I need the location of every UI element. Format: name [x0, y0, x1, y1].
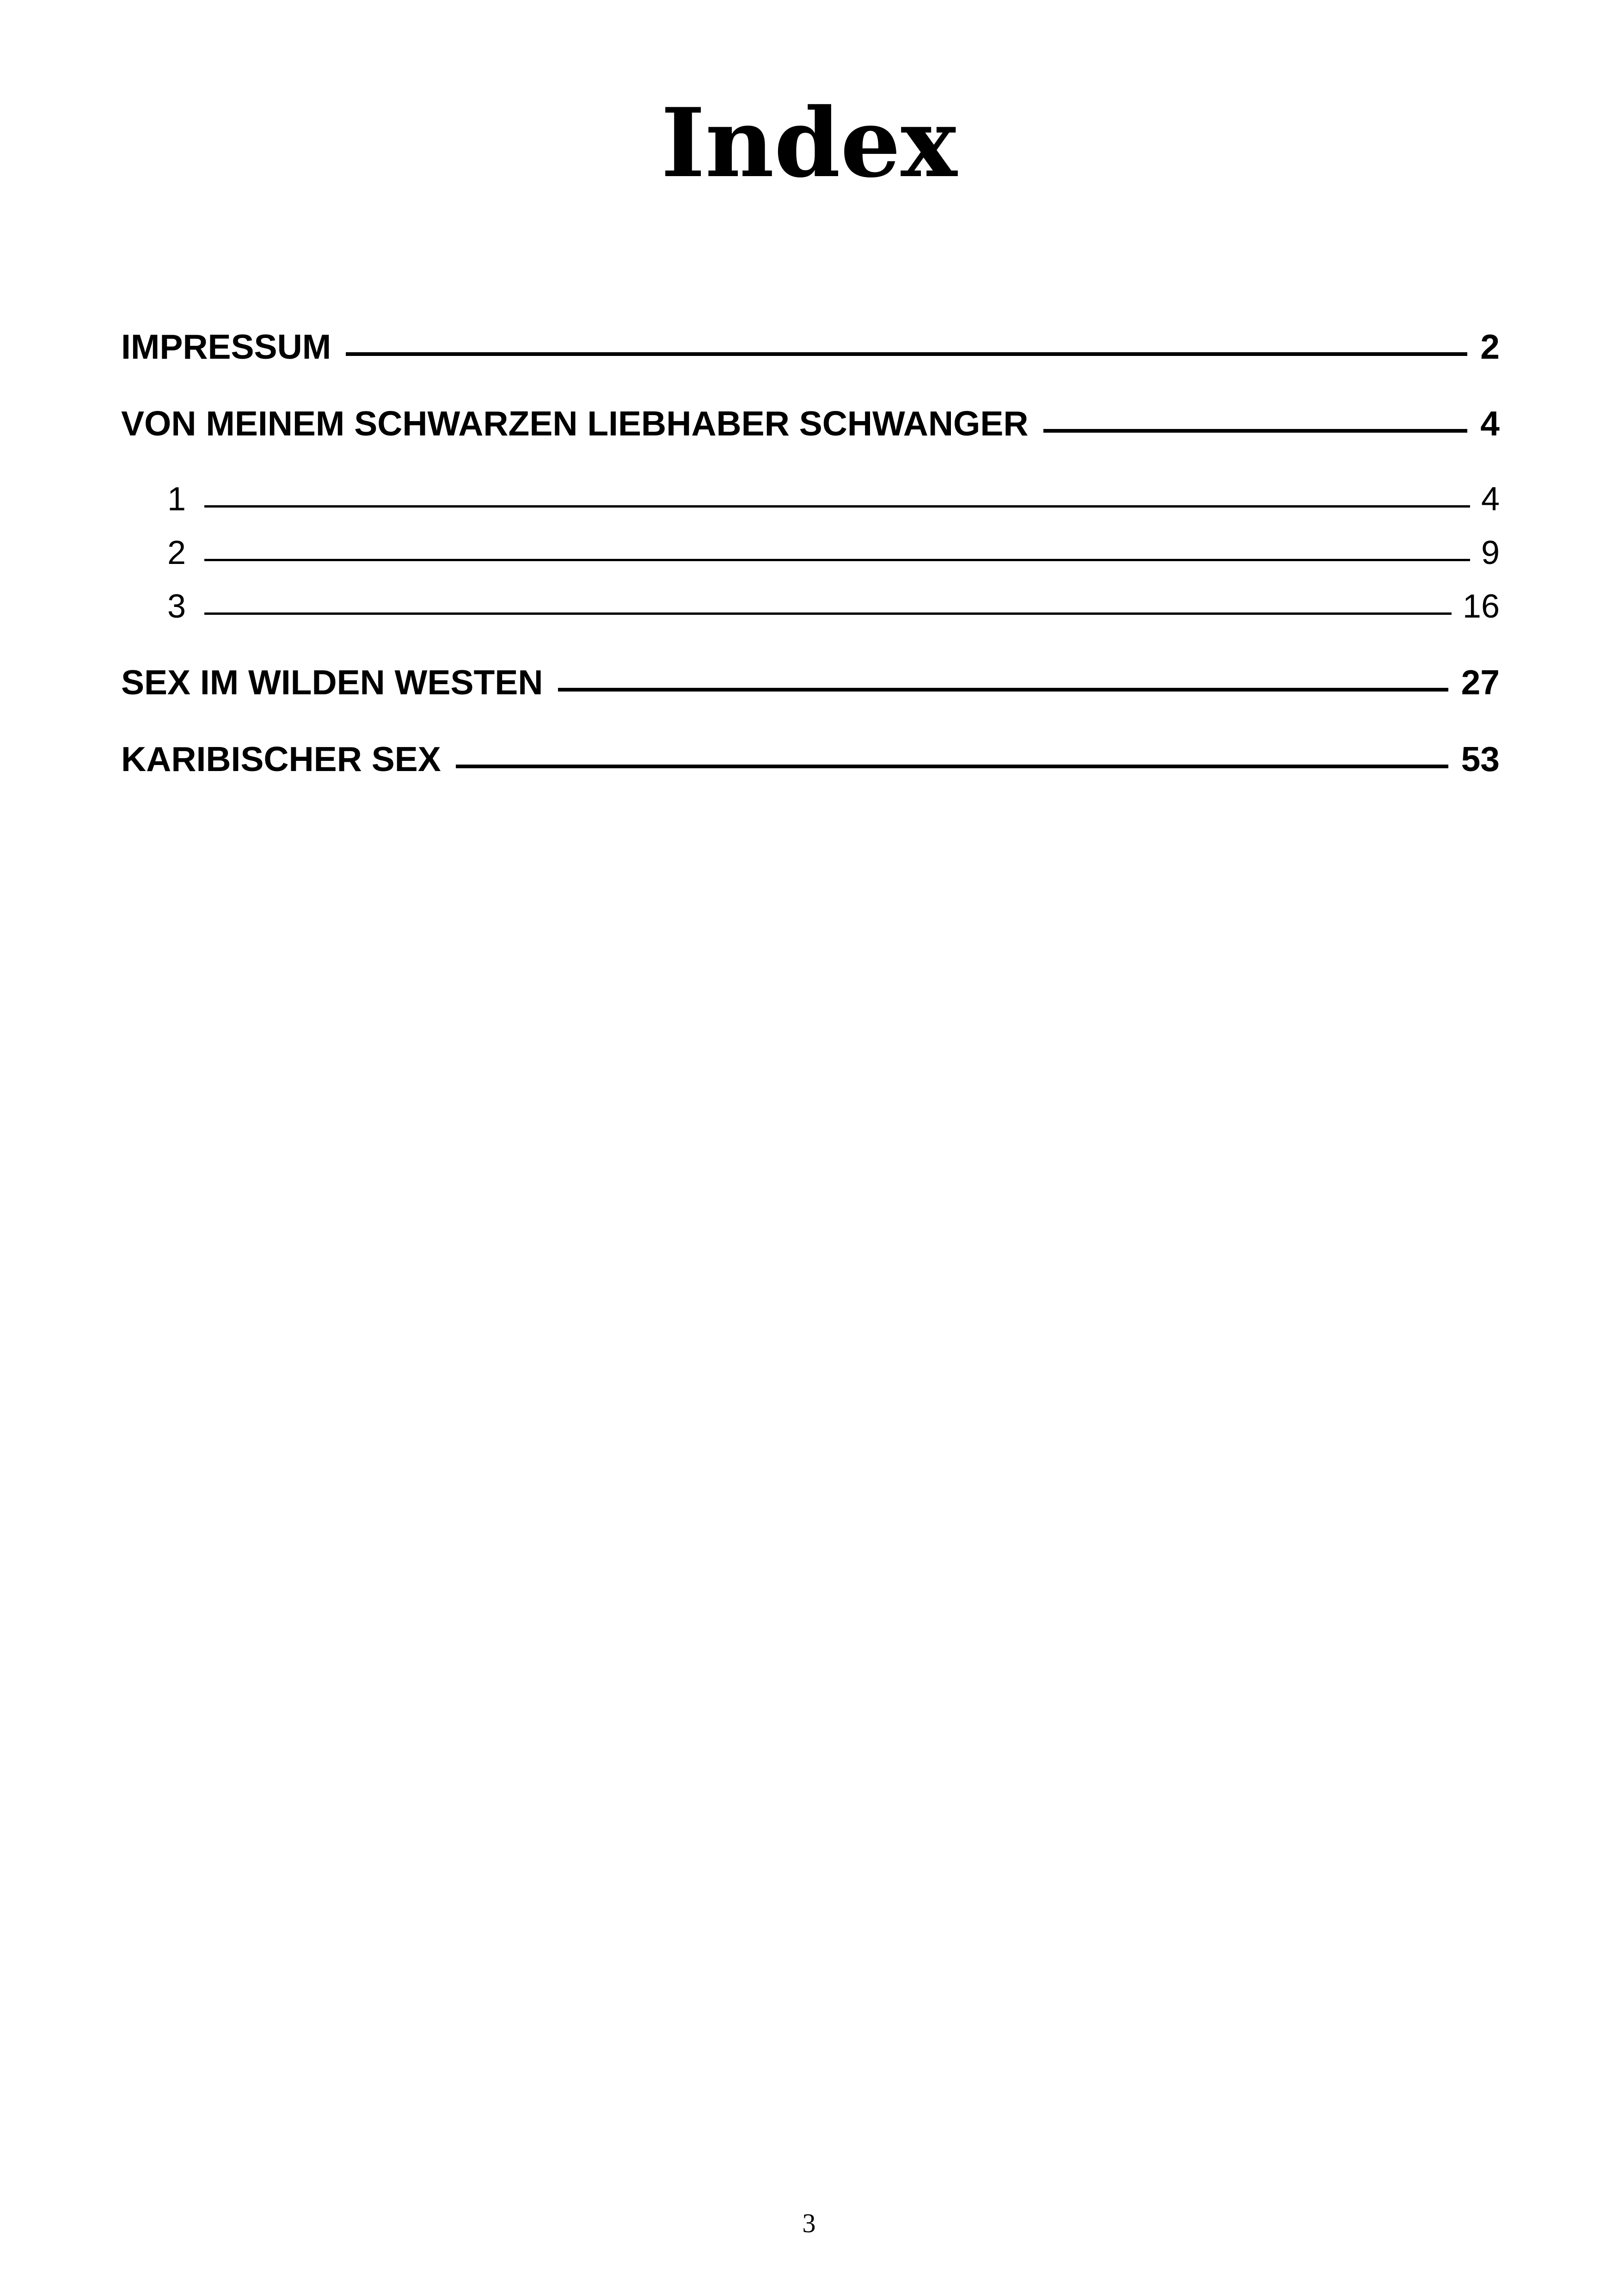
- toc-leader-line: [346, 352, 1467, 356]
- toc-entry-label: 2: [167, 534, 186, 571]
- toc-leader-line: [204, 559, 1470, 561]
- page-number: 3: [802, 2208, 816, 2238]
- toc-entry-page: 16: [1462, 588, 1500, 625]
- toc-entry-von-meinem-schwarzen-liebhaber-schwanger[interactable]: [121, 400, 1500, 447]
- toc-entry-label: KARIBISCHER SEX: [121, 740, 441, 778]
- toc-entry-page: 4: [1480, 404, 1500, 443]
- toc-entry-impressum[interactable]: [121, 324, 1500, 370]
- toc-entry-label: 1: [167, 481, 186, 518]
- toc-entry-label: IMPRESSUM: [121, 327, 331, 366]
- toc-entry-karibischer-sex[interactable]: [121, 736, 1500, 782]
- toc-subentry-2[interactable]: [121, 530, 1500, 576]
- toc-entry-label: SEX IM WILDEN WESTEN: [121, 663, 543, 702]
- toc-leader-line: [204, 505, 1470, 508]
- toc-entry-label: 3: [167, 588, 186, 625]
- toc-leader-line: [558, 688, 1448, 692]
- toc-entry-page: 53: [1461, 740, 1500, 778]
- toc-entry-label: VON MEINEM SCHWARZEN LIEBHABER SCHWANGER: [121, 404, 1029, 443]
- toc-leader-line: [456, 765, 1448, 768]
- toc-entry-page: 9: [1481, 534, 1500, 571]
- toc-subentry-1[interactable]: [121, 476, 1500, 522]
- toc-leader-line: [204, 612, 1452, 615]
- toc-entry-sex-im-wilden-westen[interactable]: [121, 659, 1500, 705]
- table-of-contents: [121, 324, 1500, 782]
- toc-leader-line: [1043, 429, 1468, 433]
- toc-subentry-3[interactable]: [121, 583, 1500, 630]
- toc-entry-page: 27: [1461, 663, 1500, 702]
- page-title: Index: [661, 88, 957, 199]
- toc-entry-page: 4: [1481, 481, 1500, 518]
- toc-entry-page: 2: [1480, 327, 1500, 366]
